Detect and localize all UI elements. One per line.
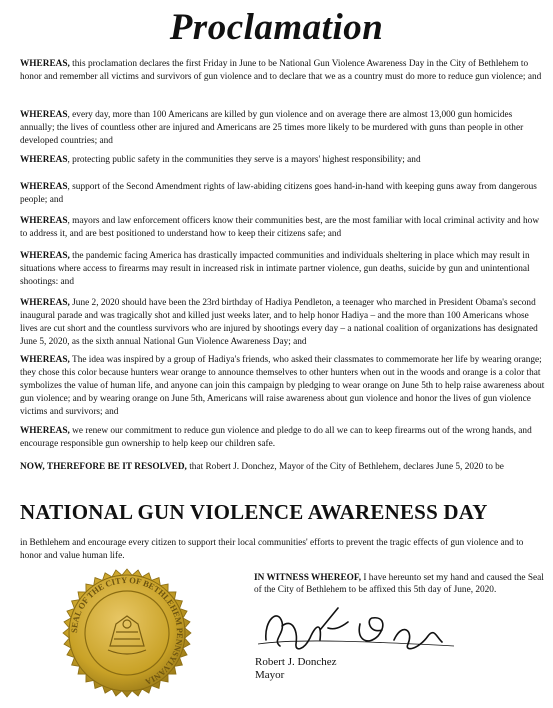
signer-name: Robert J. Donchez: [255, 656, 337, 668]
city-seal: [58, 568, 196, 698]
whereas-lead: WHEREAS,: [20, 426, 70, 436]
whereas-paragraph-5: [20, 215, 545, 241]
whereas-paragraph-2: [20, 109, 545, 148]
whereas-lead: WHEREAS: [20, 182, 68, 192]
whereas-paragraph-3: [20, 154, 545, 167]
witness-lead: IN WITNESS WHEREOF,: [254, 573, 362, 583]
closing-paragraph: in Bethlehem and encourage every citizen to support their local communities' efforts to prevent the tragic effects of gun violence and to honor and value human life.: [20, 538, 524, 561]
witness-text: I have hereunto set my hand and caused the Seal of the City of Bethlehem to be affixed this 5th day of June, 2020.: [254, 573, 544, 595]
whereas-lead: WHEREAS: [20, 216, 68, 226]
resolution-text: that Robert J. Donchez, Mayor of the City of Bethlehem, declares June 5, 2020 to be: [186, 462, 504, 472]
day-heading: NATIONAL GUN VIOLENCE AWARENESS DAY: [20, 500, 488, 524]
whereas-lead: WHEREAS,: [20, 298, 70, 308]
whereas-text: the pandemic facing America has drastically impacted communities and individuals sheltering in place which may result in situations where access to firearms may result in increased risk in intimate partner violence, gun deaths, suicide by gun and unintentional shootings: and: [20, 251, 530, 287]
whereas-text: June 2, 2020 should have been the 23rd birthday of Hadiya Pendleton, a teenager who marched in President Obama's second inaugural parade and was tragically shot and killed just weeks later, and to help honor Hadiya – and the more than 100 Americans whose lives are cut short and the countless survivors who are injured by shootings every day – a national coalition of organizations has designated June 5, 2020, as the sixth annual National Gun Violence Awareness Day; and: [20, 298, 538, 347]
whereas-lead: WHEREAS,: [20, 355, 70, 365]
signature: [258, 600, 458, 656]
signer-title: Mayor: [255, 669, 285, 681]
whereas-text: this proclamation declares the first Friday in June to be National Gun Violence Awareness Day in the City of Bethlehem to honor and remember all victims and survivors of gun violence and to declare that we as a country must do more to reduce gun violence; and: [20, 59, 542, 82]
whereas-paragraph-6: [20, 250, 545, 289]
resolution-lead: NOW, THEREFORE BE IT RESOLVED,: [20, 462, 187, 472]
witness-statement: [254, 573, 546, 596]
page-title: Proclamation: [169, 7, 384, 48]
whereas-text: , every day, more than 100 Americans are killed by gun violence and on average there are almost 13,000 gun homicides annually; the lives of countless other are injured and Americans are 25 times more likely to be murdered with guns than people in other developed countries; and: [20, 110, 524, 146]
whereas-paragraph-7: [20, 297, 545, 349]
whereas-text: , support of the Second Amendment rights of law-abiding citizens goes hand-in-hand with keeping guns away from dangerous people; and: [20, 182, 537, 205]
whereas-lead: WHEREAS,: [20, 251, 70, 261]
whereas-paragraph-8: [20, 354, 545, 419]
whereas-paragraph-4: [20, 181, 545, 207]
whereas-text: , protecting public safety in the communities they serve is a mayors' highest responsibility; and: [67, 155, 421, 165]
whereas-text: , mayors and law enforcement officers know their communities best, are the most familiar with local criminal activity and how to address it, and are best positioned to understand how to keep their citizens safe; and: [20, 216, 540, 239]
seal-rim: [63, 569, 191, 697]
whereas-text: we renew our commitment to reduce gun violence and pledge to do all we can to keep firearms out of the wrong hands, and encourage responsible gun ownership to help keep our children safe.: [20, 426, 532, 449]
whereas-text: The idea was inspired by a group of Hadiya's friends, who asked their classmates to commemorate her life by wearing orange; they chose this color because hunters wear orange to announce themselves to other hunters when out in the woods and orange is a color that symbolizes the value of human life, and anyone can join this campaign by pledging to wear orange on June 5th to help raise awareness about gun violence; and by wearing orange on June 5th, Americans will raise awareness about gun violence and honor the lives of gun violence victims and survivors; and: [20, 355, 545, 417]
whereas-lead: WHEREAS: [20, 110, 68, 120]
whereas-paragraph-9: [20, 425, 545, 451]
whereas-lead: WHEREAS: [20, 155, 68, 165]
whereas-lead: WHEREAS,: [20, 59, 70, 69]
resolution-paragraph: [20, 461, 545, 474]
whereas-paragraph-1: [20, 58, 545, 84]
seal-text: SEAL OF THE CITY OF BETHLEHEM PENNSYLVANIA: [68, 574, 186, 688]
